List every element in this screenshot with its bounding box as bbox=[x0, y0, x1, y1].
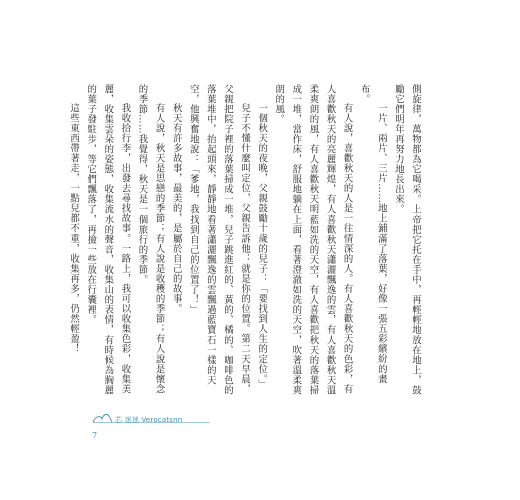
page-number: 7 bbox=[92, 431, 98, 440]
body-text bbox=[65, 84, 424, 402]
running-footer-label: 芯 迷迷 Verocatsnn bbox=[115, 416, 183, 424]
paragraph-2: 一片、兩片、三片……地上鋪滿了落葉，好像一張五彩繽紛的畫布。 bbox=[358, 84, 387, 384]
paragraph-7: 有人說，秋天是思戀的季節；有人說是收穫的季節；有人說是懷念的季節……我覺得，秋天是一個旅行的季節。 bbox=[136, 84, 165, 394]
paragraph-4: 一個秋天的夜晚，父親鼓勵十歲的兒子：「要找到人生的定位。」 bbox=[256, 102, 268, 390]
paragraph-9: 這些東西帶著走，一點兒都不重，收集再多，仍然輕盈！ bbox=[68, 102, 80, 354]
paragraph-1: 側旋律，萬物都為它喝采。上帝把它托在手中，再輕輕地放在地上，鼓勵它們明年再努力地長出來。 bbox=[392, 84, 421, 396]
page-footer bbox=[92, 407, 212, 437]
paragraph-8: 我收拾行李，出發去尋找故事。一路上，我可以收集色彩，收集美麗，收集雲朵的姿態，收集流水的聲音，收集山的表情，有時候為胸麗的葉子發駐步，等它們飄落了，再撿一些放在行囊裡。 bbox=[85, 84, 131, 396]
paragraph-3: 有人說，喜歡秋天的人是一往情深的人。有人喜歡秋天的色彩，有人喜歡秋天的亮麗輝煌，有人喜歡秋天瀟灑飄逸的雲，有人喜歡秋天溫柔爽朗的風，有人喜歡秋天明藍如洗的天空，有人喜歡把秋天的落葉掃成一堆，當作床，舒服地躺在上面，看著澄澈如洗的天空，吹著溫柔爽朗的風。 bbox=[273, 84, 353, 396]
paragraph-6: 秋天有許多故事，最美的，是屬於自己的故事。 bbox=[170, 102, 182, 314]
paragraph-5: 兒子不懂什麼叫定位，父親告訴他：就是你的位置。第二天早晨，父親把院子裡的落葉掃成一堆，兒子跳進紅的、黃的、橘的、咖啡色的落葉堆中，抬起頭來，靜靜地看著瀟灑飄逸的雲飄過藍寶石一樣的天空，他興奮地說：「爹地，我找到自己的位置了！」 bbox=[187, 84, 251, 396]
